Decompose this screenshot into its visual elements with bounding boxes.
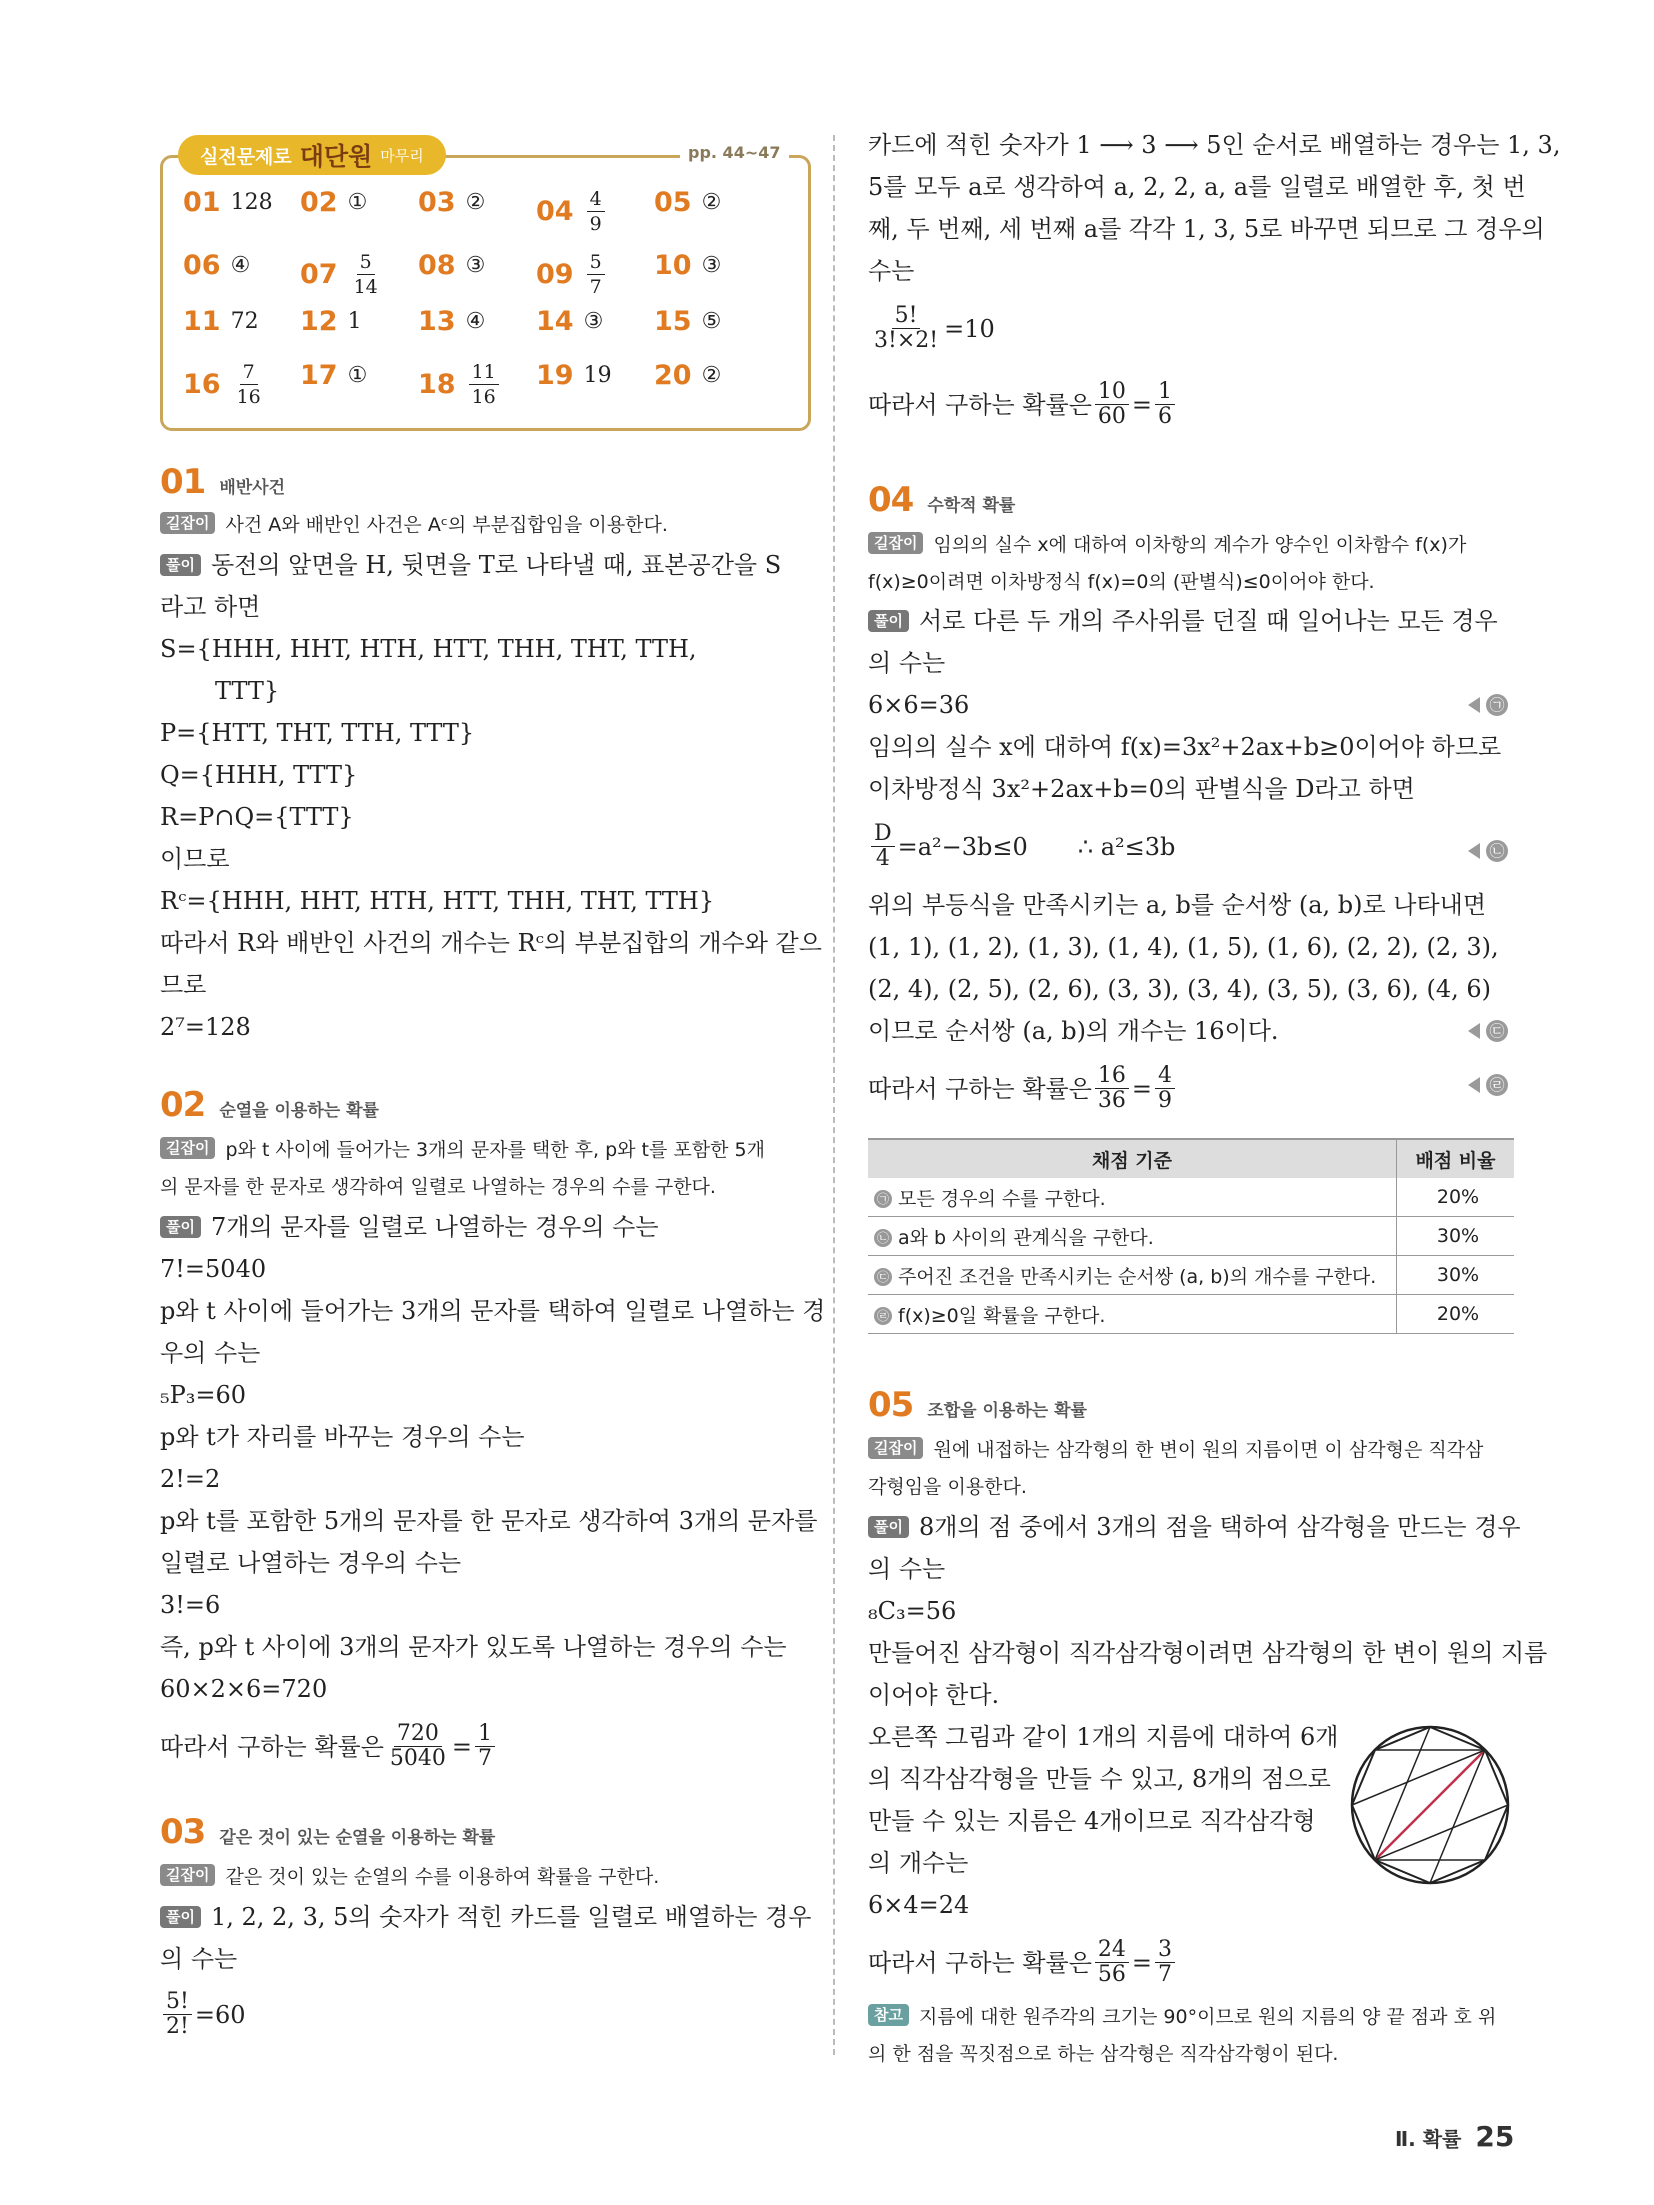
badge-text-c: 마무리 [380,146,424,165]
table-row [868,1178,1514,1217]
text-line: 1, 2, 2, 3, 5의 숫자가 적힌 카드를 일렬로 배열하는 경우 [210,1903,812,1931]
text-line: 이차방정식 3x²+2ax+b=0의 판별식을 D라고 하면 [868,775,1415,803]
answer-number: 07 [300,259,338,290]
answer-item [654,306,721,337]
answer-value: ⑤ [701,309,722,334]
solution-line [160,550,781,580]
answer-item [300,360,367,391]
scoring-table [868,1138,1514,1334]
section-title: 같은 것이 있는 순열을 이용하는 확률 [219,1828,496,1848]
solution-tag: 풀이 [160,1906,201,1928]
answer-item [418,187,485,218]
text-line: 2!=2 [160,1465,221,1493]
table-row [868,1217,1514,1256]
answer-number: 06 [183,250,221,281]
solution-line [160,1212,659,1242]
section-05-header [868,1385,1087,1425]
answer-value: ② [465,190,486,215]
text-line: 의 수는 [868,649,946,677]
denominator: 9 [589,213,602,235]
mark-4: ㉣ [1486,1074,1508,1096]
numerator: 1 [1155,380,1175,405]
chapter-label: Ⅱ. 확률 [1395,2127,1462,2151]
criteria-text: a와 b 사이의 관계식을 구한다. [898,1226,1154,1249]
text-line: p와 t가 자리를 바꾸는 경우의 수는 [160,1423,525,1451]
answer-value: 72 [230,309,259,334]
numerator: 720 [394,1722,442,1747]
numerator: 16 [1095,1064,1129,1089]
answer-value: ① [347,190,368,215]
numerator: 7 [240,360,258,385]
text-line: 이어야 한다. [868,1681,1000,1709]
answer-number: 01 [183,187,221,218]
denominator: 2! [166,2014,189,2039]
fraction [475,1722,495,1771]
answer-value: ③ [701,253,722,278]
probability-line: 따라서 구하는 확률은 $\frac{10}{60}$ = $\frac{1}{6}$ [868,380,1178,429]
triangle-icon [1468,1023,1480,1039]
answer-item [300,187,367,218]
numerator: 3 [1155,1938,1175,1963]
triangle-icon [1468,1077,1480,1093]
answer-value: ② [701,190,722,215]
hint-tag: 길잡이 [160,512,215,534]
answer-item [418,306,485,337]
answer-fraction [469,360,499,409]
text-line: p와 t를 포함한 5개의 문자를 한 문자로 생각하여 3개의 문자를 [160,1507,818,1535]
equation-line [868,304,995,353]
denominator: 7 [589,276,602,298]
text-line: 3!=6 [160,1591,221,1619]
numerator: 4 [587,187,605,212]
answer-fraction [587,187,605,236]
text-line: 따라서 구하는 확률은 [868,1948,1092,1977]
fraction [387,1722,449,1771]
text-line: 따라서 구하는 확률은 [868,390,1092,419]
circle-diagram [1345,1720,1515,1890]
denominator: 14 [353,276,378,298]
answer-item [654,360,721,391]
text-line: p와 t 사이에 들어가는 3개의 문자를 택하여 일렬로 나열하는 경 [160,1297,826,1325]
criteria-mark: ㉡ [874,1229,892,1247]
fraction [871,822,895,871]
answer-number: 12 [300,306,338,337]
answer-value: 1 [347,309,362,334]
text-line: 동전의 앞면을 H, 뒷면을 T로 나타낼 때, 표본공간을 S [210,551,782,579]
criteria-text: f(x)≥0일 확률을 구한다. [898,1304,1106,1327]
table-cell [868,1295,1397,1334]
note-text: 지름에 대한 원주각의 크기는 90°이므로 원의 지름의 양 끝 점과 호 위 [918,2006,1497,2028]
probability-line: 따라서 구하는 확률은 $\frac{24}{56}$ = $\frac{3}{7}$ [868,1938,1178,1987]
text-line: =60 [194,2000,246,2029]
text-line: 의 수는 [160,1945,238,1973]
note-line [868,2002,1496,2032]
badge-text-b: 대단원 [299,142,373,171]
numerator: 5 [587,250,605,275]
text-line: 임의의 실수 x에 대하여 f(x)=3x²+2ax+b≥0이어야 하므로 [868,733,1502,761]
table-cell [868,1256,1397,1295]
denominator: 36 [1097,1088,1126,1113]
answer-number: 09 [536,259,574,290]
numerator: D [871,822,895,847]
answer-number: 08 [418,250,456,281]
answer-item [300,250,384,299]
answer-number: 14 [536,306,574,337]
text-line: 우의 수는 [160,1339,261,1367]
text-line: 8개의 점 중에서 3개의 점을 택하여 삼각형을 만드는 경우 [918,1513,1521,1541]
answer-item [183,250,250,281]
ratio-cell: 30% [1397,1256,1515,1295]
answer-value: ① [347,363,368,388]
answer-fraction [351,250,381,299]
answer-value: ② [701,363,722,388]
fraction [1155,1938,1175,1987]
section-02-header [160,1085,379,1125]
ratio-cell: 30% [1397,1217,1515,1256]
triangle-icon [1468,697,1480,713]
numerator: 5! [892,304,921,329]
text-line: ₈C₃=56 [868,1597,957,1625]
numerator: 24 [1095,1938,1129,1963]
text-line: 오른쪽 그림과 같이 1개의 지름에 대하여 6개 [868,1723,1339,1751]
answer-fraction [234,360,264,409]
section-number: 01 [160,462,206,502]
text-line: 의 수는 [868,1555,946,1583]
text-line: 따라서 구하는 확률은 [160,1732,384,1761]
section-title: 수학적 확률 [927,496,1016,516]
text-line: S={HHH, HHT, HTH, HTT, THH, THT, TTH, [160,635,697,663]
numerator: 10 [1095,380,1129,405]
numerator: 5 [357,250,375,275]
answer-value: 19 [583,363,612,388]
answer-number: 04 [536,196,574,227]
answer-fraction [587,250,605,299]
section-number: 02 [160,1085,206,1125]
badge-text-a: 실전문제로 [200,145,292,168]
text-line: Q={HHH, TTT} [160,761,358,789]
text-line: TTT} [215,677,280,705]
text-line: 일렬로 나열하는 경우의 수는 [160,1549,462,1577]
text-line: 카드에 적힌 숫자가 1 ⟶ 3 ⟶ 5인 순서로 배열하는 경우는 1, 3, [868,131,1561,159]
text-line: 수는 [868,257,915,285]
denominator: 9 [1158,1088,1173,1113]
fraction [1095,1938,1129,1987]
hint-text: p와 t 사이에 들어가는 3개의 문자를 택한 후, p와 t를 포함한 5개 [225,1139,765,1161]
text-line: =a²−3b≤0 [897,832,1028,861]
text-line: 즉, p와 t 사이에 3개의 문자가 있도록 나열하는 경우의 수는 [160,1633,787,1661]
numerator: 5! [163,1990,192,2015]
answer-number: 20 [654,360,692,391]
hint-line [160,1862,659,1892]
answer-item [654,187,721,218]
section-01-header [160,462,285,502]
criteria-text: 모든 경우의 수를 구한다. [898,1187,1106,1210]
hint-tag: 길잡이 [868,532,923,554]
text-line: 7!=5040 [160,1255,267,1283]
text-line: 이므로 순서쌍 (a, b)의 개수는 16이다. [868,1017,1279,1045]
table-row [868,1295,1514,1334]
text-line: 2⁷=128 [160,1013,251,1041]
text-line: (1, 1), (1, 2), (1, 3), (1, 4), (1, 5), (1, 6), (2, 2), (2, 3), [868,933,1499,961]
answer-value: ③ [465,253,486,278]
table-header-ratio: 배점 비율 [1397,1139,1515,1178]
hint-text: f(x)≥0이려면 이차방정식 f(x)=0의 (판별식)≤0이어야 한다. [868,571,1375,593]
answer-value: ③ [583,309,604,334]
section-title: 배반사건 [219,478,286,498]
denominator: 7 [478,1746,493,1771]
answer-item [654,250,721,281]
text-line: 6×4=24 [868,1891,970,1919]
answer-number: 17 [300,360,338,391]
answer-number: 03 [418,187,456,218]
denominator: 60 [1097,404,1126,429]
column-divider [833,135,835,2055]
section-number: 04 [868,480,914,520]
solution-line [868,606,1498,636]
hint-line [160,1135,765,1165]
answer-item [183,187,273,218]
hint-tag: 길잡이 [160,1864,215,1886]
solution-line [868,1512,1521,1542]
answer-number: 16 [183,369,221,400]
answer-item [183,306,259,337]
text-line: 7개의 문자를 일렬로 나열하는 경우의 수는 [210,1213,659,1241]
answer-item [536,360,612,391]
denominator: 5040 [389,1746,446,1771]
mark-3: ㉢ [1486,1020,1508,1042]
hint-tag: 길잡이 [160,1137,215,1159]
equation-line [160,1990,246,2039]
answer-number: 19 [536,360,574,391]
denominator: 7 [1158,1962,1173,1987]
denominator: 16 [236,386,261,408]
hint-text: 의 문자를 한 문자로 생각하여 일렬로 나열하는 경우의 수를 구한다. [160,1176,716,1198]
note-text: 의 한 점을 꼭짓점으로 하는 삼각형은 직각삼각형이 된다. [868,2043,1339,2065]
denominator: 4 [875,846,890,871]
table-header-criteria: 채점 기준 [868,1139,1397,1178]
table-cell [868,1178,1397,1217]
answer-item [536,306,603,337]
criteria-mark: ㉣ [874,1307,892,1325]
text-line: (2, 4), (2, 5), (2, 6), (3, 3), (3, 4), (3, 5), (3, 6), (4, 6) [868,975,1491,1003]
equation-line [868,822,1175,871]
numerator: 1 [475,1722,495,1747]
solution-tag: 풀이 [868,610,909,632]
table-cell [868,1217,1397,1256]
fraction [1095,380,1129,429]
fraction [871,304,941,353]
ratio-cell: 20% [1397,1295,1515,1334]
criteria-text: 주어진 조건을 만족시키는 순서쌍 (a, b)의 개수를 구한다. [898,1265,1377,1288]
answer-number: 02 [300,187,338,218]
answer-value: ④ [230,253,251,278]
answer-badge [178,135,446,175]
text-line: 따라서 R와 배반인 사건의 개수는 Rᶜ의 부분집합의 개수와 같으 [160,929,822,957]
table-header-row [868,1139,1514,1178]
criteria-mark: ㉠ [874,1190,892,1208]
text-line: 만들 수 있는 지름은 4개이므로 직각삼각형 [868,1807,1316,1835]
section-title: 순열을 이용하는 확률 [219,1101,379,1121]
text-line: R=P∩Q={TTT} [160,803,354,831]
section-04-header [868,480,1015,520]
page-range: pp. 44~47 [680,143,789,162]
mark-1: ㉠ [1486,694,1508,716]
hint-text: 사건 A와 배반인 사건은 Aᶜ의 부분집합임을 이용한다. [225,514,668,536]
section-03-header [160,1812,495,1852]
answer-number: 05 [654,187,692,218]
answer-item [536,250,608,299]
answer-item [418,250,485,281]
text-line: 의 개수는 [868,1849,969,1877]
text-line: 위의 부등식을 만족시키는 a, b를 순서쌍 (a, b)로 나타내면 [868,891,1487,919]
text-line: 이므로 [160,845,230,873]
denominator: 6 [1158,404,1173,429]
ratio-cell: 20% [1397,1178,1515,1217]
fraction [1155,380,1175,429]
probability-line: 따라서 구하는 확률은 $\frac{720}{5040}$ = $\frac{1}{7}$ [160,1722,498,1771]
solution-tag: 풀이 [160,1216,201,1238]
hint-text: 각형임을 이용한다. [868,1476,1027,1498]
denominator: 56 [1097,1962,1126,1987]
text-line: 6×6=36 [868,691,970,719]
hint-line [868,530,1466,560]
table-row [868,1256,1514,1295]
text-line: 만들어진 삼각형이 직각삼각형이려면 삼각형의 한 변이 원의 지름 [868,1639,1548,1667]
hint-tag: 길잡이 [868,1437,923,1459]
solution-tag: 풀이 [868,1516,909,1538]
fraction [1155,1064,1175,1113]
section-number: 05 [868,1385,914,1425]
page-number: 25 [1475,2120,1515,2153]
page-footer [1395,2120,1514,2153]
section-title: 조합을 이용하는 확률 [927,1401,1087,1421]
numerator: 4 [1155,1064,1175,1089]
answer-number: 18 [418,369,456,400]
hint-line [868,1435,1483,1465]
hint-line [160,510,668,540]
denominator: 16 [471,386,496,408]
hint-text: 원에 내접하는 삼각형의 한 변이 원의 지름이면 이 삼각형은 직각삼 [933,1439,1484,1461]
text-line: 째, 두 번째, 세 번째 a를 각각 1, 3, 5로 바꾸면 되므로 그 경우의 [868,215,1545,243]
text-line: 의 직각삼각형을 만들 수 있고, 8개의 점으로 [868,1765,1331,1793]
answer-item [418,360,502,409]
hint-text: 같은 것이 있는 순열의 수를 이용하여 확률을 구한다. [225,1866,660,1888]
triangle-icon [1468,843,1480,859]
text-line: 따라서 구하는 확률은 [868,1074,1092,1103]
criteria-mark: ㉢ [874,1268,892,1286]
solution-tag: 풀이 [160,554,201,576]
text-line: ∴ a²≤3b [1077,832,1176,861]
answer-item [183,360,267,409]
mark-2: ㉡ [1486,840,1508,862]
numerator: 11 [469,360,499,385]
solution-line [160,1902,811,1932]
text-line: 므로 [160,971,207,999]
section-number: 03 [160,1812,206,1852]
text-line: =10 [944,314,995,343]
text-line: 5를 모두 a로 생각하여 a, 2, 2, a, a를 일렬로 배열한 후, 첫 번 [868,173,1526,201]
answer-item [300,306,362,337]
probability-line: 따라서 구하는 확률은 $\frac{16}{36}$ = $\frac{4}{9}$ [868,1064,1178,1113]
answer-item [536,187,608,236]
fraction [1095,1064,1129,1113]
answer-number: 10 [654,250,692,281]
answer-number: 15 [654,306,692,337]
text-line: Rᶜ={HHH, HHT, HTH, HTT, THH, THT, TTH} [160,887,715,915]
text-line: 서로 다른 두 개의 주사위를 던질 때 일어나는 모든 경우 [918,607,1498,635]
fraction [163,1990,192,2039]
hint-text: 임의의 실수 x에 대하여 이차항의 계수가 양수인 이차함수 f(x)가 [933,534,1467,556]
answer-number: 13 [418,306,456,337]
text-line: 라고 하면 [160,593,261,621]
text-line: P={HTT, THT, TTH, TTT} [160,719,475,747]
denominator: 3!×2! [874,328,939,353]
text-line: 60×2×6=720 [160,1675,328,1703]
answer-number: 11 [183,306,221,337]
answer-value: 128 [230,190,273,215]
answer-value: ④ [465,309,486,334]
text-line: ₅P₃=60 [160,1381,247,1409]
note-tag: 참고 [868,2004,909,2026]
